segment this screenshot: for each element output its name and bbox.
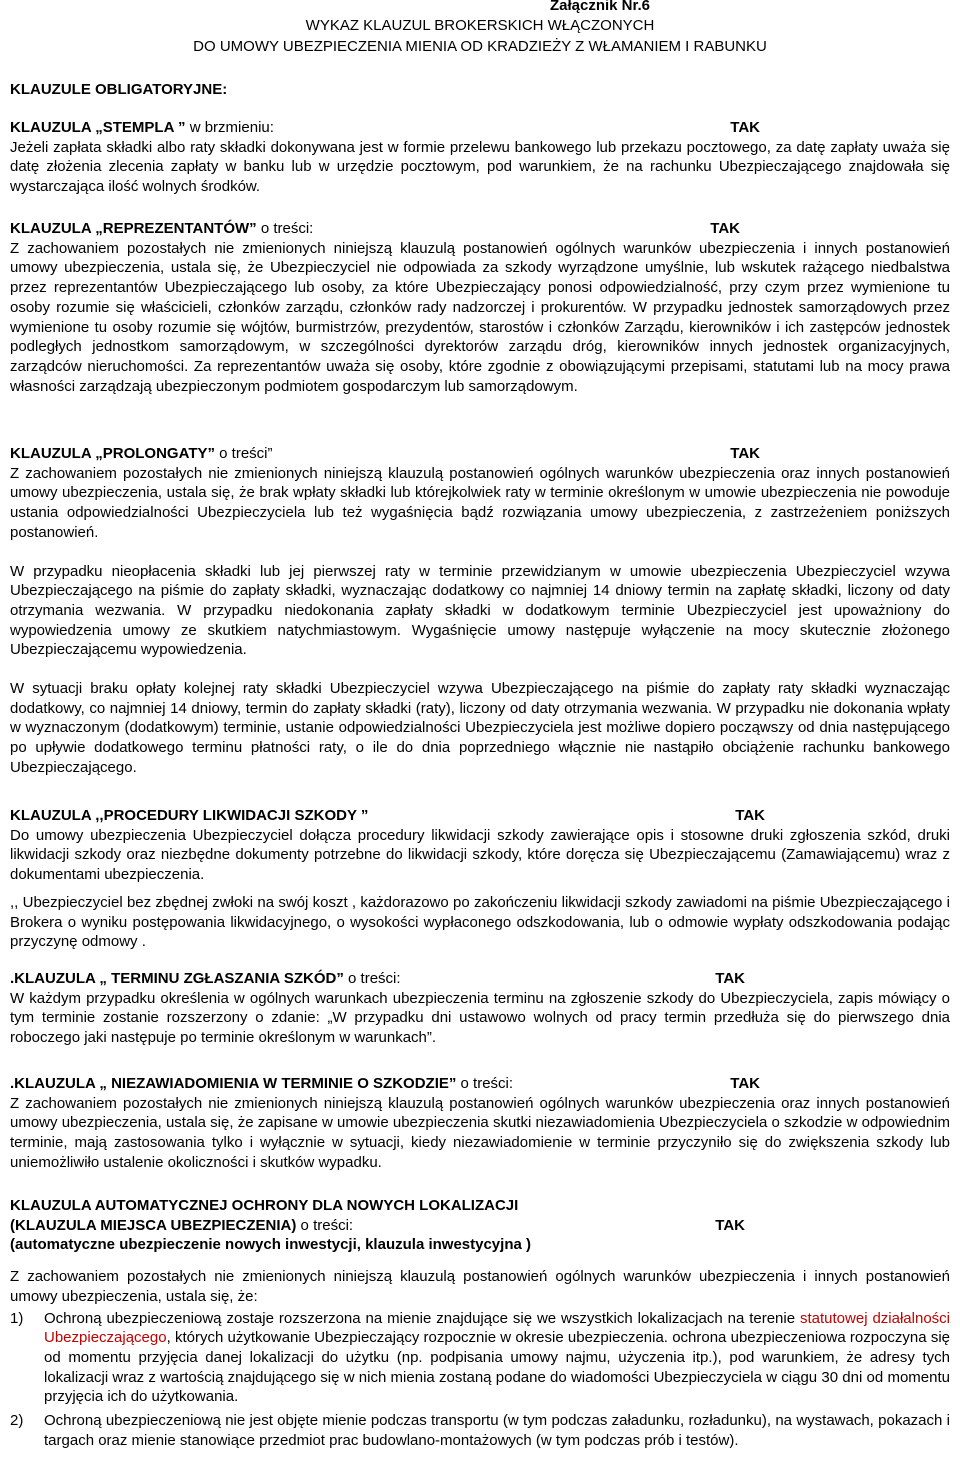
list-item-number: 2) — [10, 1412, 24, 1430]
clause-reprezentantow — [10, 219, 950, 396]
clause-automatycznej-answer: TAK — [715, 1216, 745, 1234]
clause-niezawiadomienia-suffix: o treści: — [456, 1075, 514, 1092]
clause-prolongaty-p1: Z zachowaniem pozostałych nie zmienionych niniejszą klauzulą postanowień ogólnych warunków ubezpieczenia oraz innych postanowień umowy ubezpieczenia, ustala się, że brak wpłaty składki lub którejkolwiek raty w terminie określonym w umowie ubezpieczenia nie powoduje ustania odpowiedzialności Ubezpieczyciela lub też wygaśnięcia bądź rozwiązania umowy ubezpieczenia, z zastrzeżeniem poniższych postanowień. — [10, 464, 950, 541]
list-item-number: 1) — [10, 1309, 24, 1327]
clause-procedury-title: KLAUZULA ,,PROCEDURY LIKWIDACJI SZKODY ” — [10, 807, 369, 824]
clause-prolongaty-p3: W sytuacji braku opłaty kolejnej raty składki Ubezpieczyciel wzywa Ubezpieczającego na piśmie do zapłaty raty składki wyznaczając dodatkowy, co najmniej 14 dniowy, termin do zapłaty składki (raty), liczony od daty otrzymania wezwania. W przypadku nie dokonania wpłaty w wyznaczonym (dodatkowym) terminie, ustanie odpowiedzialności Ubezpieczyciela jest możliwe dopiero począwszy od dnia następującego po upływie dodatkowego terminu płatności raty, o ile do dnia poprzedniego włącznie nie nastąpiło obciążenie rachunku bankowego Ubezpieczającego. — [10, 680, 950, 776]
clause-terminu — [10, 969, 950, 1048]
clause-stempla-answer: TAK — [730, 119, 760, 136]
obligatory-heading: KLAUZULE OBLIGATORYJNE: — [10, 81, 228, 98]
clause-stempla — [10, 118, 950, 197]
clause-terminu-text: W każdym przypadku określenia w ogólnych warunkach ubezpieczenia terminu na zgłoszenie szkody do Ubezpieczyciela, zapis mówiący o tym terminie zostanie rozszerzony o zdanie: „W przypadku dni ustawowo wolnych od pracy termin przedłuża się do pierwszego dnia roboczego jaki następuje po terminie określonym w warunkach”. — [10, 989, 950, 1047]
clause-prolongaty-header — [10, 444, 950, 464]
clause-stempla-title: KLAUZULA „STEMPLA ” — [10, 119, 186, 136]
clause-niezawiadomienia-answer: TAK — [730, 1075, 760, 1092]
list-item — [10, 1411, 950, 1450]
list-item-text-pre: Ochroną ubezpieczeniową zostaje rozszerzona na mienie znajdujące się we wszystkich lokalizacjach na terenie — [44, 1309, 800, 1327]
clause-prolongaty-answer: TAK — [730, 445, 760, 462]
list-item-text-highlight: statutowej działalności Ubezpieczającego — [44, 1309, 950, 1347]
clause-stempla-header — [10, 118, 950, 138]
clause-niezawiadomienia — [10, 1074, 950, 1173]
clause-automatycznej-title-line1: KLAUZULA AUTOMATYCZNEJ OCHRONY DLA NOWYCH LOKALIZACJI — [10, 1197, 519, 1214]
clause-procedury-p2: ,, Ubezpieczyciel bez zbędnej zwłoki na swój koszt , każdorazowo po zakończeniu likwidacji szkody zawiadomi na piśmie Ubezpieczającego i Brokera o wyniku postępowania likwidacyjnego, o wysokości wypłaconego odszkodowania, lub o odmowie wypłaty odszkodowania podając przyczynę odmowy . — [10, 893, 950, 951]
document-title-line2: DO UMOWY UBEZPIECZENIA MIENIA OD KRADZIEŻY Z WŁAMANIEM I RABUNKU — [193, 38, 767, 55]
clause-automatycznej-title-line2: (KLAUZULA MIEJSCA UBEZPIECZENIA) — [10, 1216, 297, 1234]
clause-reprezentantow-title: KLAUZULA „REPREZENTANTÓW” — [10, 220, 257, 237]
clause-prolongaty-title: KLAUZULA „PROLONGATY” — [10, 445, 215, 462]
clause-automatycznej-suffix: o treści: — [296, 1216, 354, 1234]
clause-prolongaty-suffix: o treści” — [214, 445, 273, 462]
document-title-line1: WYKAZ KLAUZUL BROKERSKICH WŁĄCZONYCH — [305, 17, 655, 34]
list-item — [10, 1309, 950, 1408]
clause-niezawiadomienia-header — [10, 1074, 950, 1094]
clause-terminu-header — [10, 969, 950, 989]
clause-reprezentantow-text: Z zachowaniem pozostałych nie zmienionych niniejszą klauzulą postanowień ogólnych warunków ubezpieczenia i innych postanowień umowy ubezpieczenia, ustala się, że Ubezpieczyciel nie odpowiada za szkody wyrządzone umyślnie, lub wskutek rażącego niedbalstwa przez reprezentantów Ubezpieczającego lub osoby, za które Ubezpieczający ponosi odpowiedzialność, przy czym przez wymienione tu osoby rozumie się właścicieli, członków zarządu, członków rady nadzorczej i prokurentów. W przypadku jednostek samorządowych przez wymienione tu osoby rozumie się wójtów, burmistrzów, prezydentów, starostów i członków Zarządu, kierowników i ich zastępców jednostek podległych jednostkom samorządowym, w szczególności dyrektorów zarządu dróg, kierowników innych jednostek organizacyjnych, zarządców nieruchomości. Za reprezentantów uważa się osoby, które zgodnie z obowiązującymi przepisami, statutami lub na mocy prawa własności zarządzają ubezpieczonym podmiotem gospodarczym lub samorządowym. — [10, 239, 950, 395]
clause-reprezentantow-header — [10, 219, 950, 239]
clause-procedury — [10, 806, 950, 952]
clause-procedury-answer: TAK — [735, 807, 765, 824]
clause-reprezentantow-answer: TAK — [710, 220, 740, 237]
clause-procedury-header — [10, 806, 950, 826]
clause-terminu-answer: TAK — [715, 970, 745, 987]
clause-automatycznej — [10, 1196, 950, 1450]
clause-reprezentantow-suffix: o treści: — [256, 220, 314, 237]
clause-procedury-p1: Do umowy ubezpieczenia Ubezpieczyciel dołącza procedury likwidacji szkody zawierające opis i stosowne druki zgłoszenia szkód, druki likwidacji szkody oraz niezbędne dokumenty potrzebne do likwidacji szkody, które doręcza się Ubezpieczającemu (Zamawiającemu) wraz z dokumentami ubezpieczenia. — [10, 826, 950, 884]
clause-prolongaty — [10, 444, 950, 778]
clause-automatycznej-list — [10, 1309, 950, 1451]
clause-niezawiadomienia-title: .KLAUZULA „ NIEZAWIADOMIENIA W TERMINIE O SZKODZIE” — [10, 1075, 457, 1092]
clause-prolongaty-p2: W przypadku nieopłacenia składki lub jej pierwszej raty w terminie przewidzianym w umowie ubezpieczenia Ubezpieczyciel wzywa Ubezpieczającego na piśmie do zapłaty składki, wyznaczając dodatkowy co najmniej 14 dniowy termin na zapłatę składki, liczony od daty otrzymania wezwania. W przypadku niedokonania zapłaty składki w dodatkowym terminie Ubezpieczyciel jest upoważniony do wypowiedzenia umowy ze skutkiem natychmiastowym. Wygaśnięcie umowy następuje wyłączenie na mocy skutecznie złożonego Ubezpieczającemu wypowiedzenia. — [10, 562, 950, 659]
clause-automatycznej-intro: Z zachowaniem pozostałych nie zmienionych niniejszą klauzulą postanowień ogólnych warunków ubezpieczenia i innych postanowień umowy ubezpieczenia, ustala się, że: — [10, 1268, 950, 1305]
list-item-text-post: , których użytkowanie Ubezpieczający rozpocznie w okresie ubezpieczenia. ochrona ubezpieczeniowa rozpoczyna się od momentu przyjęcia danej lokalizacji do użytku (np. podpisania umowy najmu, użyczenia itp.), pod warunkiem, że adresy tych lokalizacji wraz z wartością znajdującego się w nich mienia zostaną podane do wiadomości Ubezpieczyciela w ciągu 30 dni od momentu przyjęcia ich do użytkowania. — [44, 1329, 950, 1406]
clause-terminu-suffix: o treści: — [343, 970, 401, 987]
list-item-text — [44, 1309, 950, 1408]
clause-stempla-text: Jeżeli zapłata składki albo raty składki dokonywana jest w formie przelewu bankowego lub przekazu pocztowego, za datę zapłaty uważa się datę złożenia zlecenia zapłaty w banku lub w urzędzie pocztowym, pod warunkiem, że na rachunku Ubezpieczającego znajdowała się wystarczająca ilość wolnych środków. — [10, 138, 950, 196]
attachment-label: Załącznik Nr.6 — [549, 0, 651, 14]
clause-terminu-title: .KLAUZULA „ TERMINU ZGŁASZANIA SZKÓD” — [10, 970, 344, 987]
clause-niezawiadomienia-text: Z zachowaniem pozostałych nie zmienionych niniejszą klauzulą postanowień ogólnych warunków ubezpieczenia oraz innych postanowień umowy ubezpieczenia, ustala się, że zapisane w umowie ubezpieczenia skutki niezawiadomienia Ubezpieczyciela o szkodzie w odpowiednim terminie, mają zastosowania tylko i wyłącznie w sytuacji, kiedy niezawiadomienie w terminie przyczyniło się do zwiększenia szkody lub uniemożliwiło ustalenie okoliczności i skutków wypadku. — [10, 1094, 950, 1171]
clause-stempla-suffix: w brzmieniu: — [185, 119, 274, 136]
list-item-text: Ochroną ubezpieczeniową nie jest objęte mienie podczas transportu (w tym podczas załadunku, rozładunku), na wystawach, pokazach i targach oraz mienie stanowiące przedmiot prac budowlano-montażowych (w tym podczas prób i testów). — [44, 1412, 950, 1449]
clause-automatycznej-header — [10, 1216, 950, 1236]
clause-automatycznej-subtitle: (automatyczne ubezpieczenie nowych inwestycji, klauzula inwestycyjna ) — [10, 1236, 531, 1254]
